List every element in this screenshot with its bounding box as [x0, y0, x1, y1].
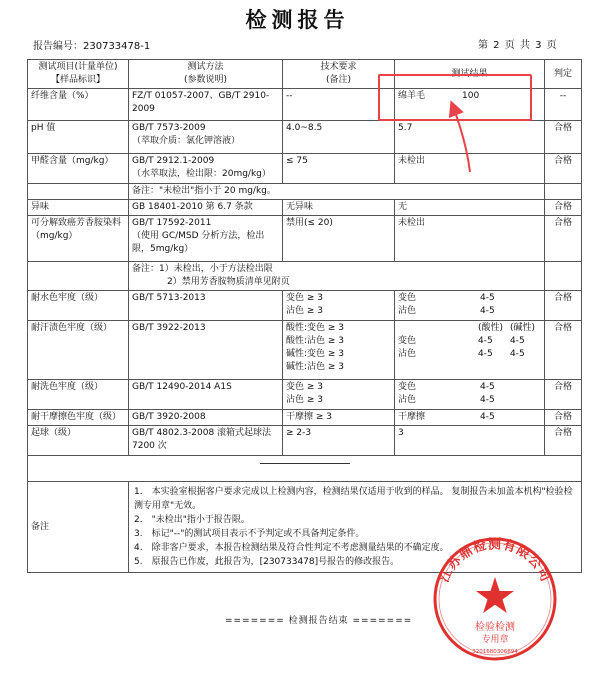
col-header-requirement: 技术要求 (备注): [283, 60, 395, 89]
table-row: [28, 121, 582, 154]
row-item: 起球（级）: [28, 426, 129, 456]
table-row: [28, 321, 582, 380]
req-line: 变色 ≥ 3: [286, 382, 323, 392]
result-label: 变色: [398, 293, 417, 303]
row-result: 未检出: [395, 154, 545, 184]
table-row: [28, 291, 582, 321]
row-requirement: 干摩擦 ≥ 3: [283, 410, 395, 426]
table-row: [28, 380, 582, 410]
result-label: 变色: [398, 336, 417, 346]
row-verdict: 合格: [545, 216, 582, 262]
result-head: (碱性): [510, 323, 536, 333]
row-item: 耐干摩擦色牢度（级）: [28, 410, 129, 426]
row-item: 异味: [28, 200, 129, 216]
row-requirement: ≥ 2-3: [283, 426, 395, 456]
method-code: GB/T 2912.1-2009: [132, 156, 215, 166]
row-method: [129, 216, 283, 262]
method-note: （使用 GC/MSD 分析方法，检出限，5mg/kg）: [132, 231, 265, 254]
row-requirement: 4.0~8.5: [283, 121, 395, 154]
row-item: pH 值: [28, 121, 129, 154]
method-note: （萃取介质：氯化钾溶液）: [132, 136, 241, 146]
row-result: [395, 380, 545, 410]
result-label: 沾色: [398, 306, 417, 316]
note-line: 2）禁用芳香胺物质清单见附页: [167, 277, 290, 287]
table-row: [28, 200, 582, 216]
row-method: GB/T 12490-2014 A1S: [129, 380, 283, 410]
result-label: 变色: [398, 382, 417, 392]
req-line: 碱性:沾色 ≥ 3: [286, 362, 345, 372]
result-value: 4-5: [480, 395, 495, 405]
req-line: 碱性:变色 ≥ 3: [286, 349, 345, 359]
result-value: 4-5: [510, 349, 525, 359]
row-method: GB/T 4802.3-2008 滚箱式起球法 7200 次: [129, 426, 283, 456]
report-number: 报告编号：230733478-1: [33, 41, 151, 52]
test-results-table: [27, 59, 582, 573]
note-line: 备注：1）未检出，小于方法检出限: [132, 264, 273, 274]
row-result: 3: [395, 426, 545, 456]
row-verdict: --: [545, 89, 582, 121]
remark-item: 3. 标记"--"的测试项目表示不予判定或不具备判定条件。: [134, 529, 365, 539]
row-requirement: [283, 291, 395, 321]
row-verdict: 合格: [545, 200, 582, 216]
row-note: [129, 262, 545, 291]
row-item: 甲醛含量（mg/kg）: [28, 154, 129, 184]
row-result: 无: [395, 200, 545, 216]
row-verdict: 合格: [545, 321, 582, 380]
table-row: [28, 154, 582, 184]
row-method: [129, 154, 283, 184]
page-indicator: 第 2 页 共 3 页: [478, 40, 557, 51]
report-title: 检测报告: [245, 8, 350, 32]
row-requirement: 禁用(≤ 20): [283, 216, 395, 262]
row-requirement: 无异味: [283, 200, 395, 216]
result-head: (酸性): [478, 323, 504, 333]
remark-item: 2. "未检出"指小于报告限。: [134, 515, 250, 525]
row-method: [129, 121, 283, 154]
row-note: 备注："未检出"指小于 20 mg/kg。: [129, 184, 545, 200]
row-method: GB/T 3920-2008: [129, 410, 283, 426]
row-result: 5.7: [395, 121, 545, 154]
row-item: 耐汗渍色牢度（级）: [28, 321, 129, 380]
remark-item: 5. 原报告已作废，此报告为，[230733478]号报告的修改报告。: [134, 557, 400, 567]
row-result: [395, 291, 545, 321]
row-verdict: 合格: [545, 410, 582, 426]
row-method: FZ/T 01057-2007、GB/T 2910-2009: [129, 89, 283, 121]
table-note-row: [28, 262, 582, 291]
table-note-row: [28, 184, 582, 200]
table-separator-row: [28, 456, 582, 482]
svg-text:检验检测: 检验检测: [475, 622, 515, 633]
method-note: （水萃取法，检出限：20mg/kg）: [132, 169, 271, 179]
row-verdict: 合格: [545, 291, 582, 321]
col-header-item: 测试项目(计量单位) 【样品标识】: [28, 60, 129, 89]
col-header-result: 测试结果: [395, 60, 545, 89]
fiber-value: 100: [462, 91, 480, 101]
row-requirement: ≤ 75: [283, 154, 395, 184]
table-row: [28, 216, 582, 262]
remark-item: 1. 本实验室根据客户要求完成以上检测内容，检测结果仅适用于收到的样品。 复制报告未加盖本机构"检验检测专用章"无效。: [134, 487, 573, 511]
remarks-label: 备注: [28, 482, 129, 573]
row-verdict: 合格: [545, 154, 582, 184]
result-label: 干摩擦: [398, 412, 426, 422]
report-end-marker: ======= 检测报告结束 =======: [225, 616, 413, 626]
row-item: 耐水色牢度（级）: [28, 291, 129, 321]
row-result: 未检出: [395, 216, 545, 262]
official-seal: [432, 536, 558, 662]
method-code: GB/T 17592-2011: [132, 218, 212, 228]
result-label: 沾色: [398, 395, 417, 405]
result-label: 沾色: [398, 349, 417, 359]
result-value: 4-5: [510, 336, 525, 346]
highlight-box: [378, 74, 532, 121]
row-verdict: 合格: [545, 380, 582, 410]
req-line: 酸性:沾色 ≥ 3: [286, 336, 345, 346]
row-requirement: [283, 321, 395, 380]
row-item: 纤维含量（%）: [28, 89, 129, 121]
row-item: 可分解致癌芳香胺染料（mg/kg）: [28, 216, 129, 262]
table-row: [28, 410, 582, 426]
method-code: GB/T 7573-2009: [132, 123, 206, 133]
row-requirement: --: [283, 89, 395, 121]
row-result: [395, 321, 545, 380]
row-method: GB/T 3922-2013: [129, 321, 283, 380]
row-verdict: 合格: [545, 426, 582, 456]
col-header-verdict: 判定: [545, 60, 582, 89]
result-value: 4-5: [478, 349, 493, 359]
col-header-method: 测试方法 (参数说明): [129, 60, 283, 89]
result-value: 4-5: [480, 382, 495, 392]
table-row: [28, 426, 582, 456]
result-value: 4-5: [478, 336, 493, 346]
req-line: 变色 ≥ 3: [286, 293, 323, 303]
result-value: 4-5: [480, 412, 495, 422]
svg-text:江苏鼎检测有限公司: 江苏鼎检测有限公司: [436, 537, 554, 585]
row-verdict: 合格: [545, 121, 582, 154]
result-value: 4-5: [480, 306, 495, 316]
req-line: 沾色 ≥ 3: [286, 395, 323, 405]
row-item: 耐洗色牢度（级）: [28, 380, 129, 410]
row-requirement: [283, 380, 395, 410]
svg-text:专用章: 专用章: [481, 635, 509, 645]
svg-text:3201680306694: 3201680306694: [472, 649, 518, 655]
row-method: GB 18401-2010 第 6.7 条款: [129, 200, 283, 216]
result-value: 4-5: [480, 293, 495, 303]
fiber-name: 绵羊毛: [398, 91, 426, 101]
divider: [260, 463, 350, 464]
req-line: 酸性:变色 ≥ 3: [286, 323, 345, 333]
req-line: 沾色 ≥ 3: [286, 306, 323, 316]
row-result: [395, 410, 545, 426]
row-method: GB/T 5713-2013: [129, 291, 283, 321]
remark-item: 4. 除非客户要求，本报告检测结果及符合性判定不考虑测量结果的不确定度。: [134, 543, 449, 553]
